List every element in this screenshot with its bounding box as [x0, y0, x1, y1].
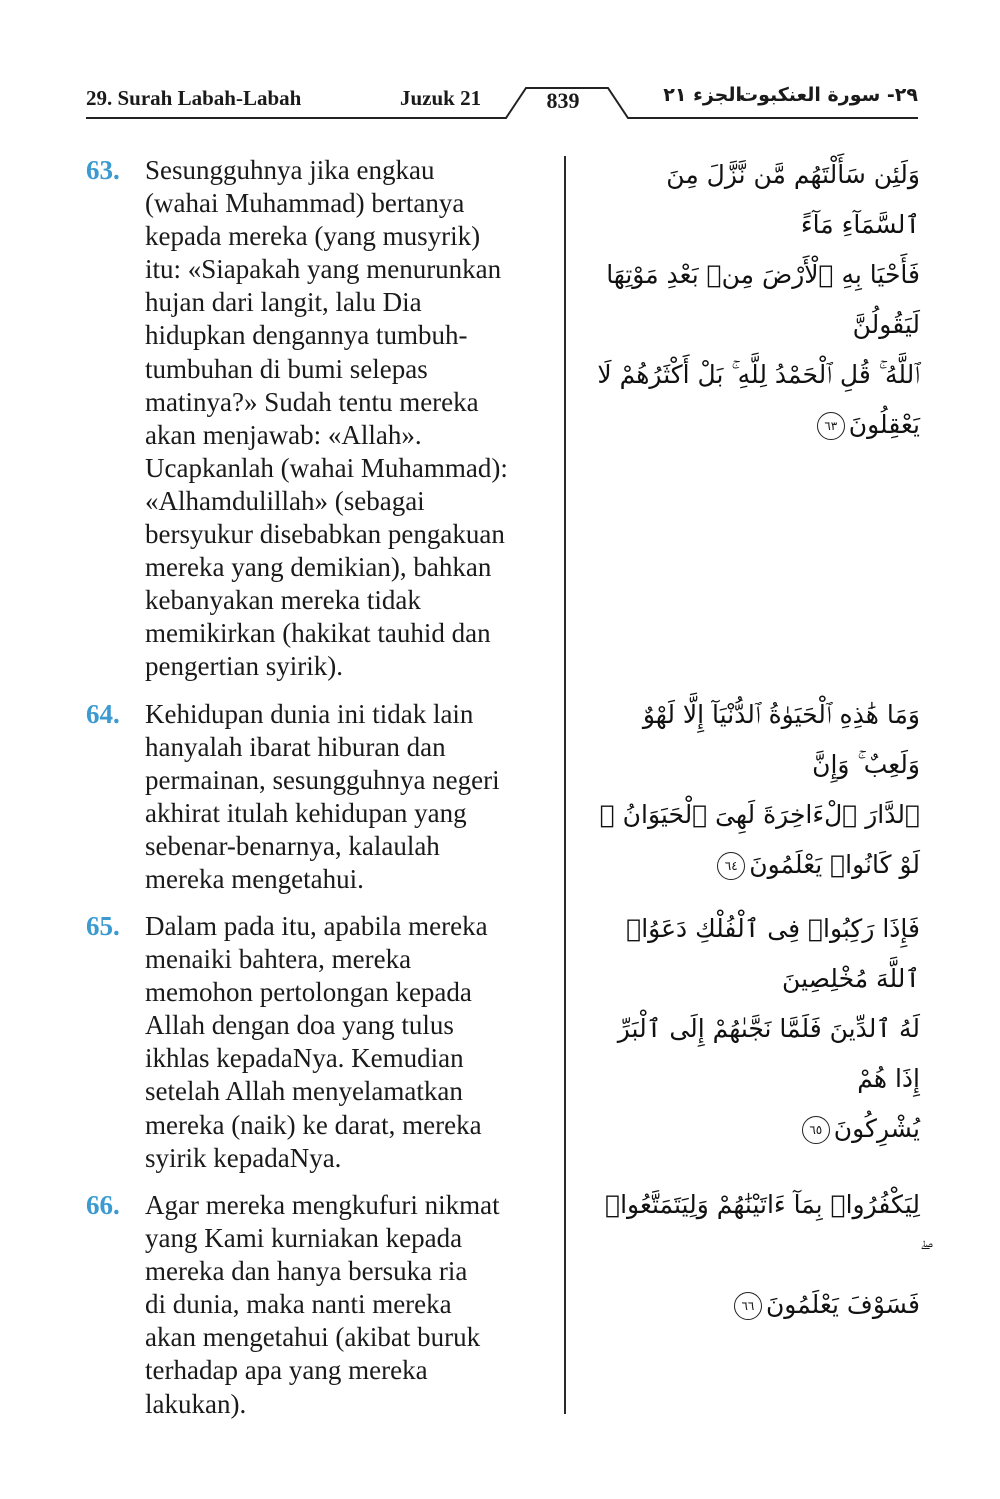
verse-translation: Agar mereka mengkufuri nikmat yang Kami kurniakan kepada mereka dan hanya bersuka ria di dunia, maka nanti mereka akan mengetahui (akibat buruk terhadap apa yang mereka lakukan).: [145, 1190, 500, 1419]
ayah-marker-icon: ٦٣: [817, 412, 845, 440]
verse-arabic: [590, 1180, 920, 1330]
surah-title-arabic: ٢٩- سورة العنكبوت: [738, 84, 918, 106]
verse-translation: Kehidupan dunia ini tidak lain hanyalah ibarat hiburan dan permainan, sesungguhnya negeri akhirat itulah kehidupan yang sebenar-benarnya, kalaulah mereka mengetahui.: [145, 699, 500, 895]
surah-title-latin: 29. Surah Labah-Labah: [86, 86, 302, 110]
arabic-text: وَمَا هَٰذِهِ ٱلْحَيَوٰةُ ٱلدُّنْيَآ إِلَّا لَهْوٌ وَلَعِبٌ ۚ وَإِنَّ ٱلدَّارَ ٱلْءَاخِرَةَ لَهِىَ ٱلْحَيَوَانُ ۚ لَوْ كَانُوا۟ يَعْلَمُونَ: [599, 700, 920, 879]
ayah-marker-icon: ٦٤: [717, 852, 745, 880]
verse-number: 64.: [86, 699, 120, 729]
verse-number: 63.: [86, 155, 120, 185]
verse-translation: Dalam pada itu, apabila mereka menaiki bahtera, mereka memohon pertolongan kepada Allah dengan doa yang tulus ikhlas kepadaNya. Kemudian setelah Allah menyelamatkan mereka (naik) ke darat, mereka syirik kepadaNya.: [145, 911, 488, 1173]
arabic-text: فَإِذَا رَكِبُوا۟ فِى ٱلْفُلْكِ دَعَوُا۟ ٱللَّهَ مُخْلِصِينَ لَهُ ٱلدِّينَ فَلَمَّا نَجَّىٰهُمْ إِلَى ٱلْبَرِّ إِذَا هُمْ يُشْرِكُونَ: [617, 914, 920, 1143]
arabic-text: لِيَكْفُرُوا۟ بِمَآ ءَاتَيْنَٰهُمْ وَلِيَتَمَتَّعُوا۟ فَسَوْفَ يَعْلَمُونَ: [605, 1190, 920, 1319]
column-divider: [564, 156, 566, 1414]
page-number: 839: [546, 88, 580, 113]
page-header: [86, 84, 918, 124]
ayah-marker-icon: ٦٥: [802, 1116, 830, 1144]
verse-number: 66.: [86, 1190, 120, 1220]
verse-arabic: [590, 904, 920, 1154]
verse-arabic: [590, 150, 920, 450]
arabic-text: وَلَئِن سَأَلْتَهُم مَّن نَّزَّلَ مِنَ ٱلسَّمَآءِ مَآءً فَأَحْيَا بِهِ ٱلْأَرْضَ مِنۢ بَعْدِ مَوْتِهَا لَيَقُولُنَّ ٱللَّهُ ۚ قُلِ ٱلْحَمْدُ لِلَّهِ ۚ بَلْ أَكْثَرُهُمْ لَا يَعْقِلُونَ: [597, 160, 920, 439]
verse-number: 65.: [86, 911, 120, 941]
verse-arabic: [590, 690, 920, 890]
juz-label-arabic: الجزء ٢١: [663, 84, 742, 106]
ayah-marker-icon: ٦٦: [734, 1292, 762, 1320]
juz-label-latin: Juzuk 21: [400, 86, 482, 110]
verse-translation: Sesungguhnya jika engkau (wahai Muhammad) bertanya kepada mereka (yang musyrik) itu: «Siapakah yang menurunkan hujan dari langit, lalu Dia hidupkan dengannya tumbuh- tumbuhan di bumi selepas matinya?» Sudah tentu mereka akan menjawab: «Allah». Ucapkanlah (wahai Muhammad): «Alhamdulillah» (sebagai bersyukur disebabkan pengakuan mereka yang demikian), bahkan kebanyakan mereka tidak memikirkan (hakikat tauhid dan pengertian syirik).: [145, 155, 508, 682]
